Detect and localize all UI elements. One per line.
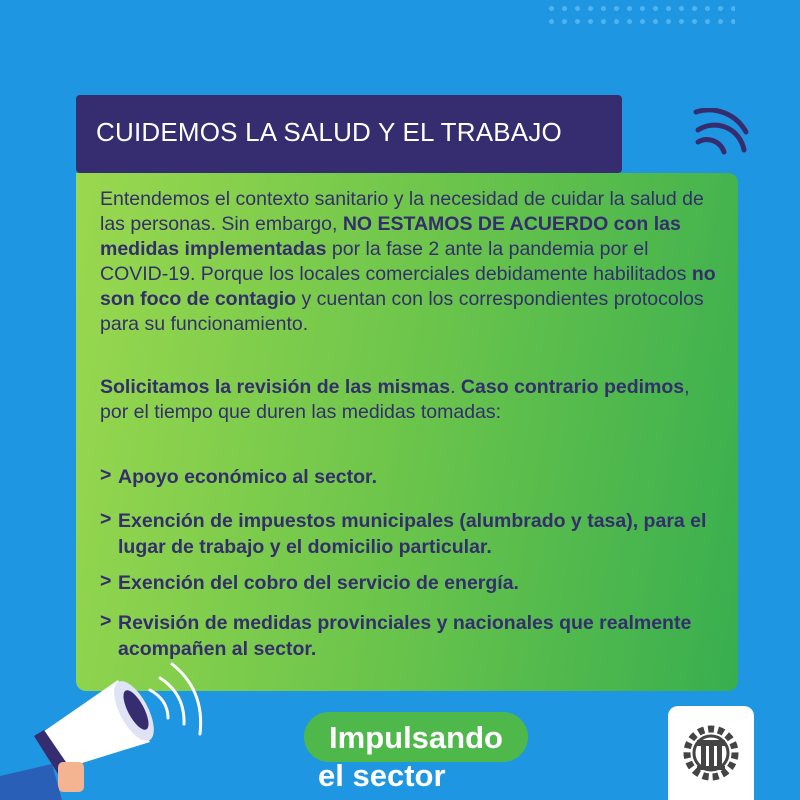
paragraph-text: por la fase 2 ante la pandemia por el COVID-19. Porque los locales comerciales debidamente habilitados [100,238,692,285]
paragraph-text: y cuentan con los correspondientes protocolos para su funcionamiento. [100,288,704,335]
dot-pattern [545,2,735,28]
paragraph-emphasis: NO ESTAMOS DE ACUERDO con las medidas implementadas [100,213,681,260]
list-item [100,508,730,560]
list-item [100,570,730,596]
list-item-text: Exención del cobro del servicio de energía. [118,572,519,594]
chevron-right-icon: > [100,508,112,530]
title-banner [76,95,622,173]
request-paragraph [100,375,720,425]
chevron-right-icon: > [100,570,112,592]
logo [668,706,754,800]
slogan-pill [304,712,528,762]
list-item-text: Apoyo económico al sector. [118,466,377,488]
paragraph-text: , por el tiempo que duren las medidas tomadas: [100,376,690,423]
slogan-line1: Impulsando [329,720,503,755]
list-item [100,464,730,490]
paragraph-emphasis: Caso contrario pedimos [460,376,685,398]
logo-icon [681,722,741,784]
wifi-icon [690,108,750,158]
slogan-line2: el sector [318,758,446,793]
paragraph-text: Entendemos el contexto sanitario y la necesidad de cuidar la salud de las personas. Sin embargo, [100,188,704,235]
paragraph-emphasis: Solicitamos la revisión de las mismas [100,376,451,398]
list-item-text: Revisión de medidas provinciales y nacionales que realmente acompañen al sector. [118,612,692,660]
megaphone-icon [0,650,220,800]
paragraph-text: . [450,376,461,398]
list-item-text: Exención de impuestos municipales (alumbrado y tasa), para el lugar de trabajo y el domicilio particular. [118,510,707,558]
context-paragraph [100,187,720,337]
chevron-right-icon: > [100,464,112,486]
page-title: CUIDEMOS LA SALUD Y EL TRABAJO [96,117,562,147]
paragraph-emphasis: no son foco de contagio [100,263,716,310]
chevron-right-icon: > [100,610,112,632]
content-card [76,173,738,691]
